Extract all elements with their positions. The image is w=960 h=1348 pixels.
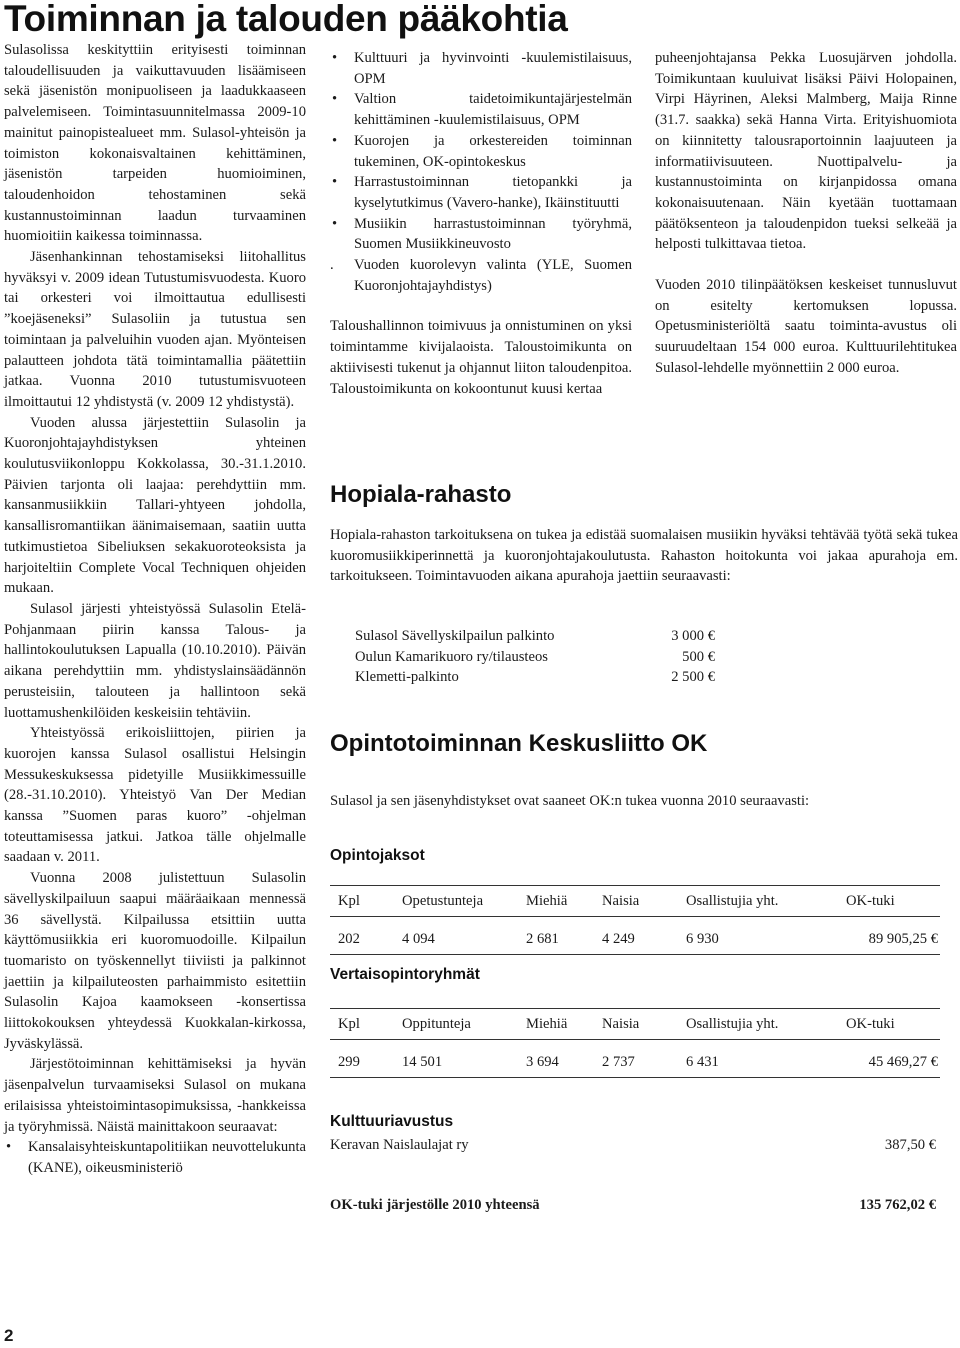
recipient-name: Keravan Naislaulajat ry bbox=[330, 1137, 469, 1153]
paragraph: Sulasolissa keskityttiin erityisesti toiminnan taloudellisuuden ja vaikuttavuuden lisäämiseen sekä jäsenistön monipuoliseen ja laadukkaaseen palvelemiseen. Toimintasuunnitelmassa 2009-10 mainitut painopistealueet mm. Sulasol-yhteisön ja toimiston kokonaisvaltainen kehittäminen, jäsenistön tarpeiden huomioiminen, taloudenhoidon tehostaminen sekä kustannustoiminnan laadun turvaaminen huomioitiin kaikessa toiminnassa. bbox=[4, 42, 306, 245]
table-cell: 202 bbox=[330, 924, 394, 955]
opintojaksot-table bbox=[330, 885, 940, 955]
column-header: Miehiä bbox=[518, 886, 594, 917]
table-row bbox=[330, 924, 940, 955]
table-cell: 3 694 bbox=[518, 1047, 594, 1078]
table-cell: 6 930 bbox=[678, 924, 828, 955]
total-row bbox=[330, 1197, 936, 1214]
column-header: Naisia bbox=[594, 886, 678, 917]
paragraph: Taloushallinnon toimivuus ja onnistuminen on yksi toimintamme kivijalaoista. Taloustoimikunta on aktiivisesti tukenut ja ohjannut liiton taloudenpitoa. Taloustoimikunta on kokoontunut kuusi kertaa bbox=[330, 318, 632, 397]
column-header: Kpl bbox=[330, 886, 394, 917]
vertaisopintoryhmat-table bbox=[330, 1008, 940, 1078]
paragraph: Vuoden alussa järjestettiin Sulasolin ja Kuoronjohtajayhdistyksen yhteinen koulutusviikonloppu Kokkolassa, 30.-31.1.2010. Päivien tarjonta oli laajaa: perehdyttiin mm. kansanmusiikkiin Tallari-yhtyeen johdolla, kansallisromantiikan äänimaisemaan, saatiin uutta tutkimustietoa Sibeliuksen sekakuoroteoksista ja harjoiteltiin Complete Vocal Techniquen ohjeiden mukaan. bbox=[4, 414, 306, 597]
total-label: OK-tuki järjestölle 2010 yhteensä bbox=[330, 1197, 540, 1213]
list-item: • Harrastustoiminnan tietopankki ja kyselytutkimus (Vavero-hanke), Ikäinstituutti bbox=[332, 174, 632, 211]
table-cell: 4 249 bbox=[594, 924, 678, 955]
paragraph: puheenjohtajansa Pekka Luosujärven johdolla. Toimikuntaan kuuluivat lisäksi Päivi Holopainen, Virpi Häyrinen, Aleksi Malmberg, Maija Rinne (31.7. saakka) sekä Hanna Virta. Erityishuomiota on kiinnitetty talousraportoinnin laajuuteen ja informatiivisuuteen. Nuottipalvelu- ja kustannustoiminta on kirjanpidossa omana kokonaisuutenaan. Näin kyetään tuottamaan päätöksenteon ja taloudenpidon tueksi selkeää ja helposti tulkittavaa tietoa. bbox=[655, 50, 957, 253]
column-header: Miehiä bbox=[518, 1009, 594, 1040]
page-number: 2 bbox=[4, 1326, 14, 1345]
ok-intro: Sulasol ja sen jäsenyhdistykset ovat saaneet OK:n tukea vuonna 2010 seuraavasti: bbox=[330, 793, 810, 809]
list-item: • Kuorojen ja orkestereiden toiminnan tukeminen, OK-opintokeskus bbox=[332, 132, 632, 170]
page-title: Toiminnan ja talouden pääkohtia bbox=[4, 0, 568, 39]
award-row: Klemetti-palkinto 2 500 € bbox=[355, 669, 715, 686]
total-amount: 135 762,02 € bbox=[859, 1197, 936, 1213]
column-left bbox=[4, 40, 306, 1179]
awards-list bbox=[355, 626, 715, 688]
column-header: Oppitunteja bbox=[394, 1009, 518, 1040]
list-item: • Musiikin harrastustoiminnan työryhmä, Suomen Musiikkineuvosto bbox=[332, 215, 632, 253]
column-header: Naisia bbox=[594, 1009, 678, 1040]
table-cell: 14 501 bbox=[394, 1047, 518, 1078]
column-header: Osallistujia yht. bbox=[678, 886, 828, 917]
paragraph: Vuoden 2010 tilinpäätöksen keskeiset tunnusluvut on esitelty kertomuksen lopussa. Opetusministeriöltä saatu toiminta-avustus oli suuruudeltaan 154 000 euroa. Kulttuurilehtitukea Sulasol-lehdelle myönnettiin 2 000 euroa. bbox=[655, 277, 957, 376]
kulttuuriavustus-row bbox=[330, 1137, 936, 1154]
list-item: • Kansalaisyhteiskuntapolitiikan neuvottelukunta (KANE), oikeusministeriö bbox=[6, 1139, 306, 1176]
hopiala-paragraph: Hopiala-rahaston tarkoituksena on tukea ja edistää suomalaisen musiikin hyväksi tehtävää työtä sekä tukea kuoromusiikkiperinnettä ja kuoronjohtajakoulutusta. Rahaston hoitokunta voi jakaa apurahoja em. tarkoitukseen. Toimintavuoden aikana apurahoja jaettiin seuraavasti: bbox=[330, 527, 958, 585]
section-heading-hopiala: Hopiala-rahasto bbox=[330, 481, 512, 508]
column-header: OK-tuki bbox=[828, 1009, 940, 1040]
paragraph: Vuonna 2008 julistettuun Sulasolin sävellyskilpailuun saapui määräaikaan mennessä 36 sävellystä. Kilpailussa etsittiin uutta käyttömusiikkia eri kuoromuodoille. Kilpailun tuomaristo on työskennellyt tiiviisti ja palkinnot jaettiin ja kilpailuteosten parhaimmisto esitettiin Sulasolin Kajoa kaamokseen -konsertissa liittokokouksen yhteydessä Kuokkalan-kirkossa, Jyväskylässä. bbox=[4, 870, 306, 1052]
list-item: • Valtion taidetoimikuntajärjestelmän kehittäminen -kuulemistilaisuus, OPM bbox=[332, 91, 632, 129]
list-item: . Vuoden kuorolevyn valinta (YLE, Suomen Kuoronjohtajayhdistys) bbox=[330, 257, 632, 294]
table-row bbox=[330, 1047, 940, 1078]
table-cell: 6 431 bbox=[678, 1047, 828, 1078]
table-header-row bbox=[330, 886, 940, 917]
paragraph: Yhteistyössä erikoisliittojen, piirien ja kuorojen kanssa Sulasol osallistui Helsingin Messukeskuksessa pidetyille Musiikkimessuille (28.-31.10.2010). Yhteistyö Van Der Median kanssa ”Suomen paras kuoro” -ohjelman toteuttamisessa jatkui. Jatkoa tälle ohjelmalle saadaan v. 2011. bbox=[4, 725, 306, 866]
table-cell: 89 905,25 € bbox=[828, 924, 940, 955]
list-item: • Kulttuuri ja hyvinvointi -kuulemistilaisuus, OPM bbox=[332, 50, 632, 87]
subheading-vertaisopintoryhmat: Vertaisopintoryhmät bbox=[330, 966, 480, 983]
table-cell: 4 094 bbox=[394, 924, 518, 955]
subheading-opintojaksot: Opintojaksot bbox=[330, 847, 425, 864]
column-right bbox=[655, 48, 957, 379]
table-cell: 2 681 bbox=[518, 924, 594, 955]
bullet-list bbox=[330, 48, 632, 296]
bullet-list bbox=[4, 1137, 306, 1178]
paragraph: Sulasol järjesti yhteistyössä Sulasolin Etelä-Pohjanmaan piirin kanssa Talous- ja hallintokoulutuksen Lapualla (10.10.2010). Päivän aikana perehdyttiin mm. yhdistyslainsäädännön perusteisiin, talouteen ja hallintoon sekä luottamushenkilöiden keskeisiin tehtäviin. bbox=[4, 600, 306, 721]
column-middle bbox=[330, 48, 632, 399]
table-cell: 299 bbox=[330, 1047, 394, 1078]
column-header: Kpl bbox=[330, 1009, 394, 1040]
subheading-kulttuuriavustus: Kulttuuriavustus bbox=[330, 1113, 454, 1130]
bullet-marker: • bbox=[6, 1139, 12, 1156]
award-row: Oulun Kamarikuoro ry/tilausteos 500 € bbox=[355, 648, 715, 665]
table-header-row bbox=[330, 1009, 940, 1040]
paragraph: Jäsenhankinnan tehostamiseksi liitohallitus hyväksyi v. 2009 idean Tutustumisvuodesta. Kuoro tai orkesteri voi ilmoittautua edullisesti ”koejäseneksi” Sulasoliin ja tutustua sen toimintaan ja palveluihin vuoden ajan. Myönteisen palautteen johdota tätä toimintamallia päätettiin jatkaa. Vuonna 2010 tutustumisvuoteen ilmoittautui 12 yhdistystä (v. 2009 12 yhdistystä). bbox=[4, 249, 306, 410]
award-row: Sulasol Sävellyskilpailun palkinto 3 000 € bbox=[355, 628, 715, 644]
column-header: OK-tuki bbox=[828, 886, 940, 917]
recipient-amount: 387,50 € bbox=[884, 1137, 936, 1153]
column-header: Opetustunteja bbox=[394, 886, 518, 917]
section-heading-ok: Opintotoiminnan Keskusliitto OK bbox=[330, 730, 708, 757]
table-cell: 45 469,27 € bbox=[828, 1047, 940, 1078]
table-cell: 2 737 bbox=[594, 1047, 678, 1078]
column-header: Osallistujia yht. bbox=[678, 1009, 828, 1040]
paragraph: Järjestötoiminnan kehittämiseksi ja hyvän jäsenpalvelun turvaamiseksi Sulasol on mukana erilaisissa yhteistoimintasopimuksissa, -hankkeissa ja työryhmissä. Näistä mainittakoon seuraavat: bbox=[4, 1056, 306, 1135]
